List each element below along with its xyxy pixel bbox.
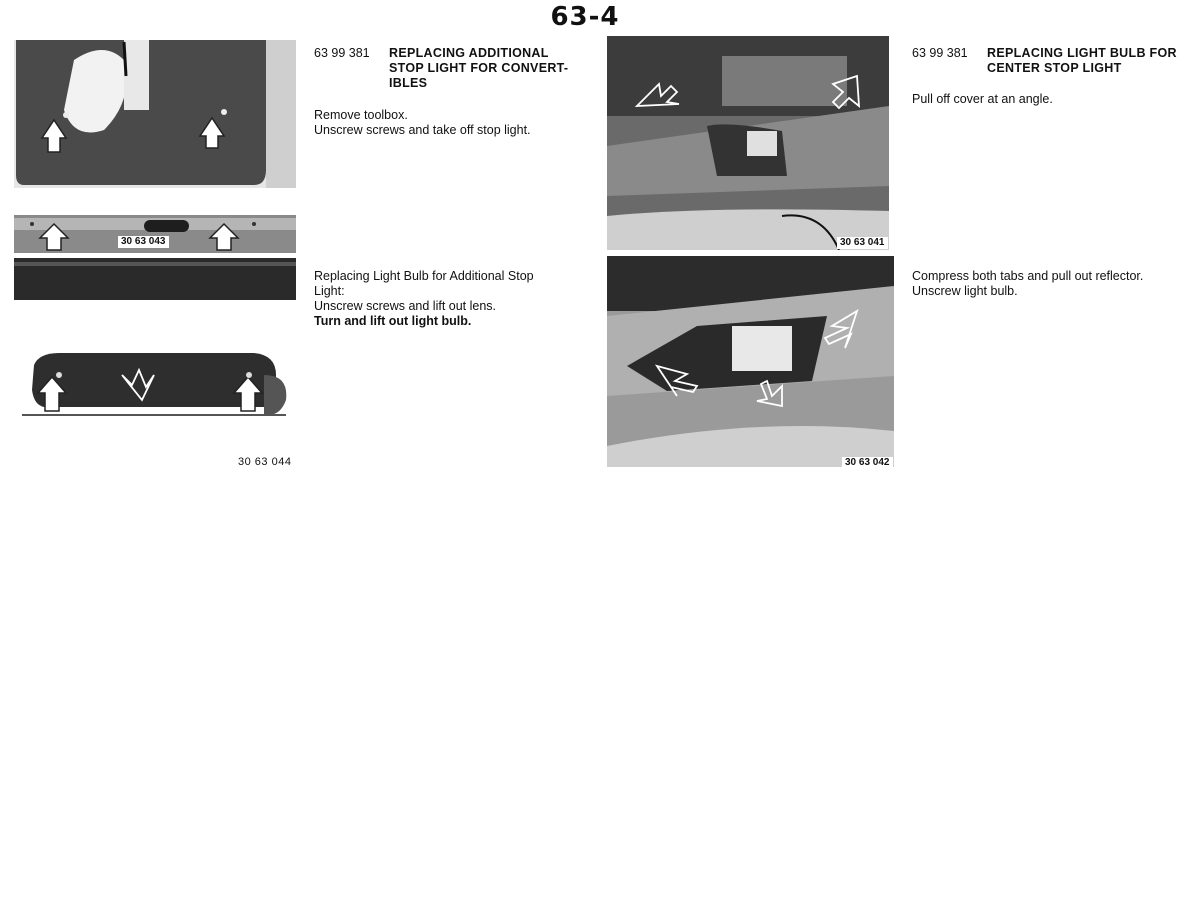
photo-light-lens xyxy=(14,345,296,423)
instruction-step: Unscrew light bulb. xyxy=(912,284,1018,298)
photo-reflector xyxy=(607,256,894,467)
instruction-step: Compress both tabs and pull out reflector. xyxy=(912,269,1144,283)
photo-center-stop-cover xyxy=(607,36,889,250)
instruction-step: Unscrew screws and take off stop light. xyxy=(314,123,531,137)
section-title: REPLACING ADDITIONAL STOP LIGHT FOR CONVERT- IBLES xyxy=(389,46,569,90)
section-title: REPLACING LIGHT BULB FOR CENTER STOP LIGHT xyxy=(987,46,1177,75)
photo-toolbox-lid xyxy=(14,40,296,188)
instruction-step: Remove toolbox. xyxy=(314,108,408,122)
instruction-step: Turn and lift out light bulb. xyxy=(314,314,472,328)
figure-number-042: 30 63 042 xyxy=(842,457,893,469)
figure-number-043: 30 63 043 xyxy=(118,236,169,248)
page-number: 63-4 xyxy=(550,2,620,32)
section-code: 63 99 381 xyxy=(314,46,370,60)
subsection-heading: Replacing Light Bulb for Additional Stop Light: xyxy=(314,269,534,298)
instruction-step: Pull off cover at an angle. xyxy=(912,92,1053,106)
bulb-replacement-instructions xyxy=(314,269,594,329)
instruction-steps xyxy=(912,92,1192,107)
section-code: 63 99 381 xyxy=(912,46,968,60)
figure-number-041: 30 63 041 xyxy=(837,237,888,249)
reflector-instructions xyxy=(912,269,1192,299)
instruction-steps xyxy=(314,108,594,138)
photo-stop-light-strip xyxy=(14,210,296,306)
instruction-step: Unscrew screws and lift out lens. xyxy=(314,299,497,313)
figure-number-044: 30 63 044 xyxy=(238,456,292,468)
